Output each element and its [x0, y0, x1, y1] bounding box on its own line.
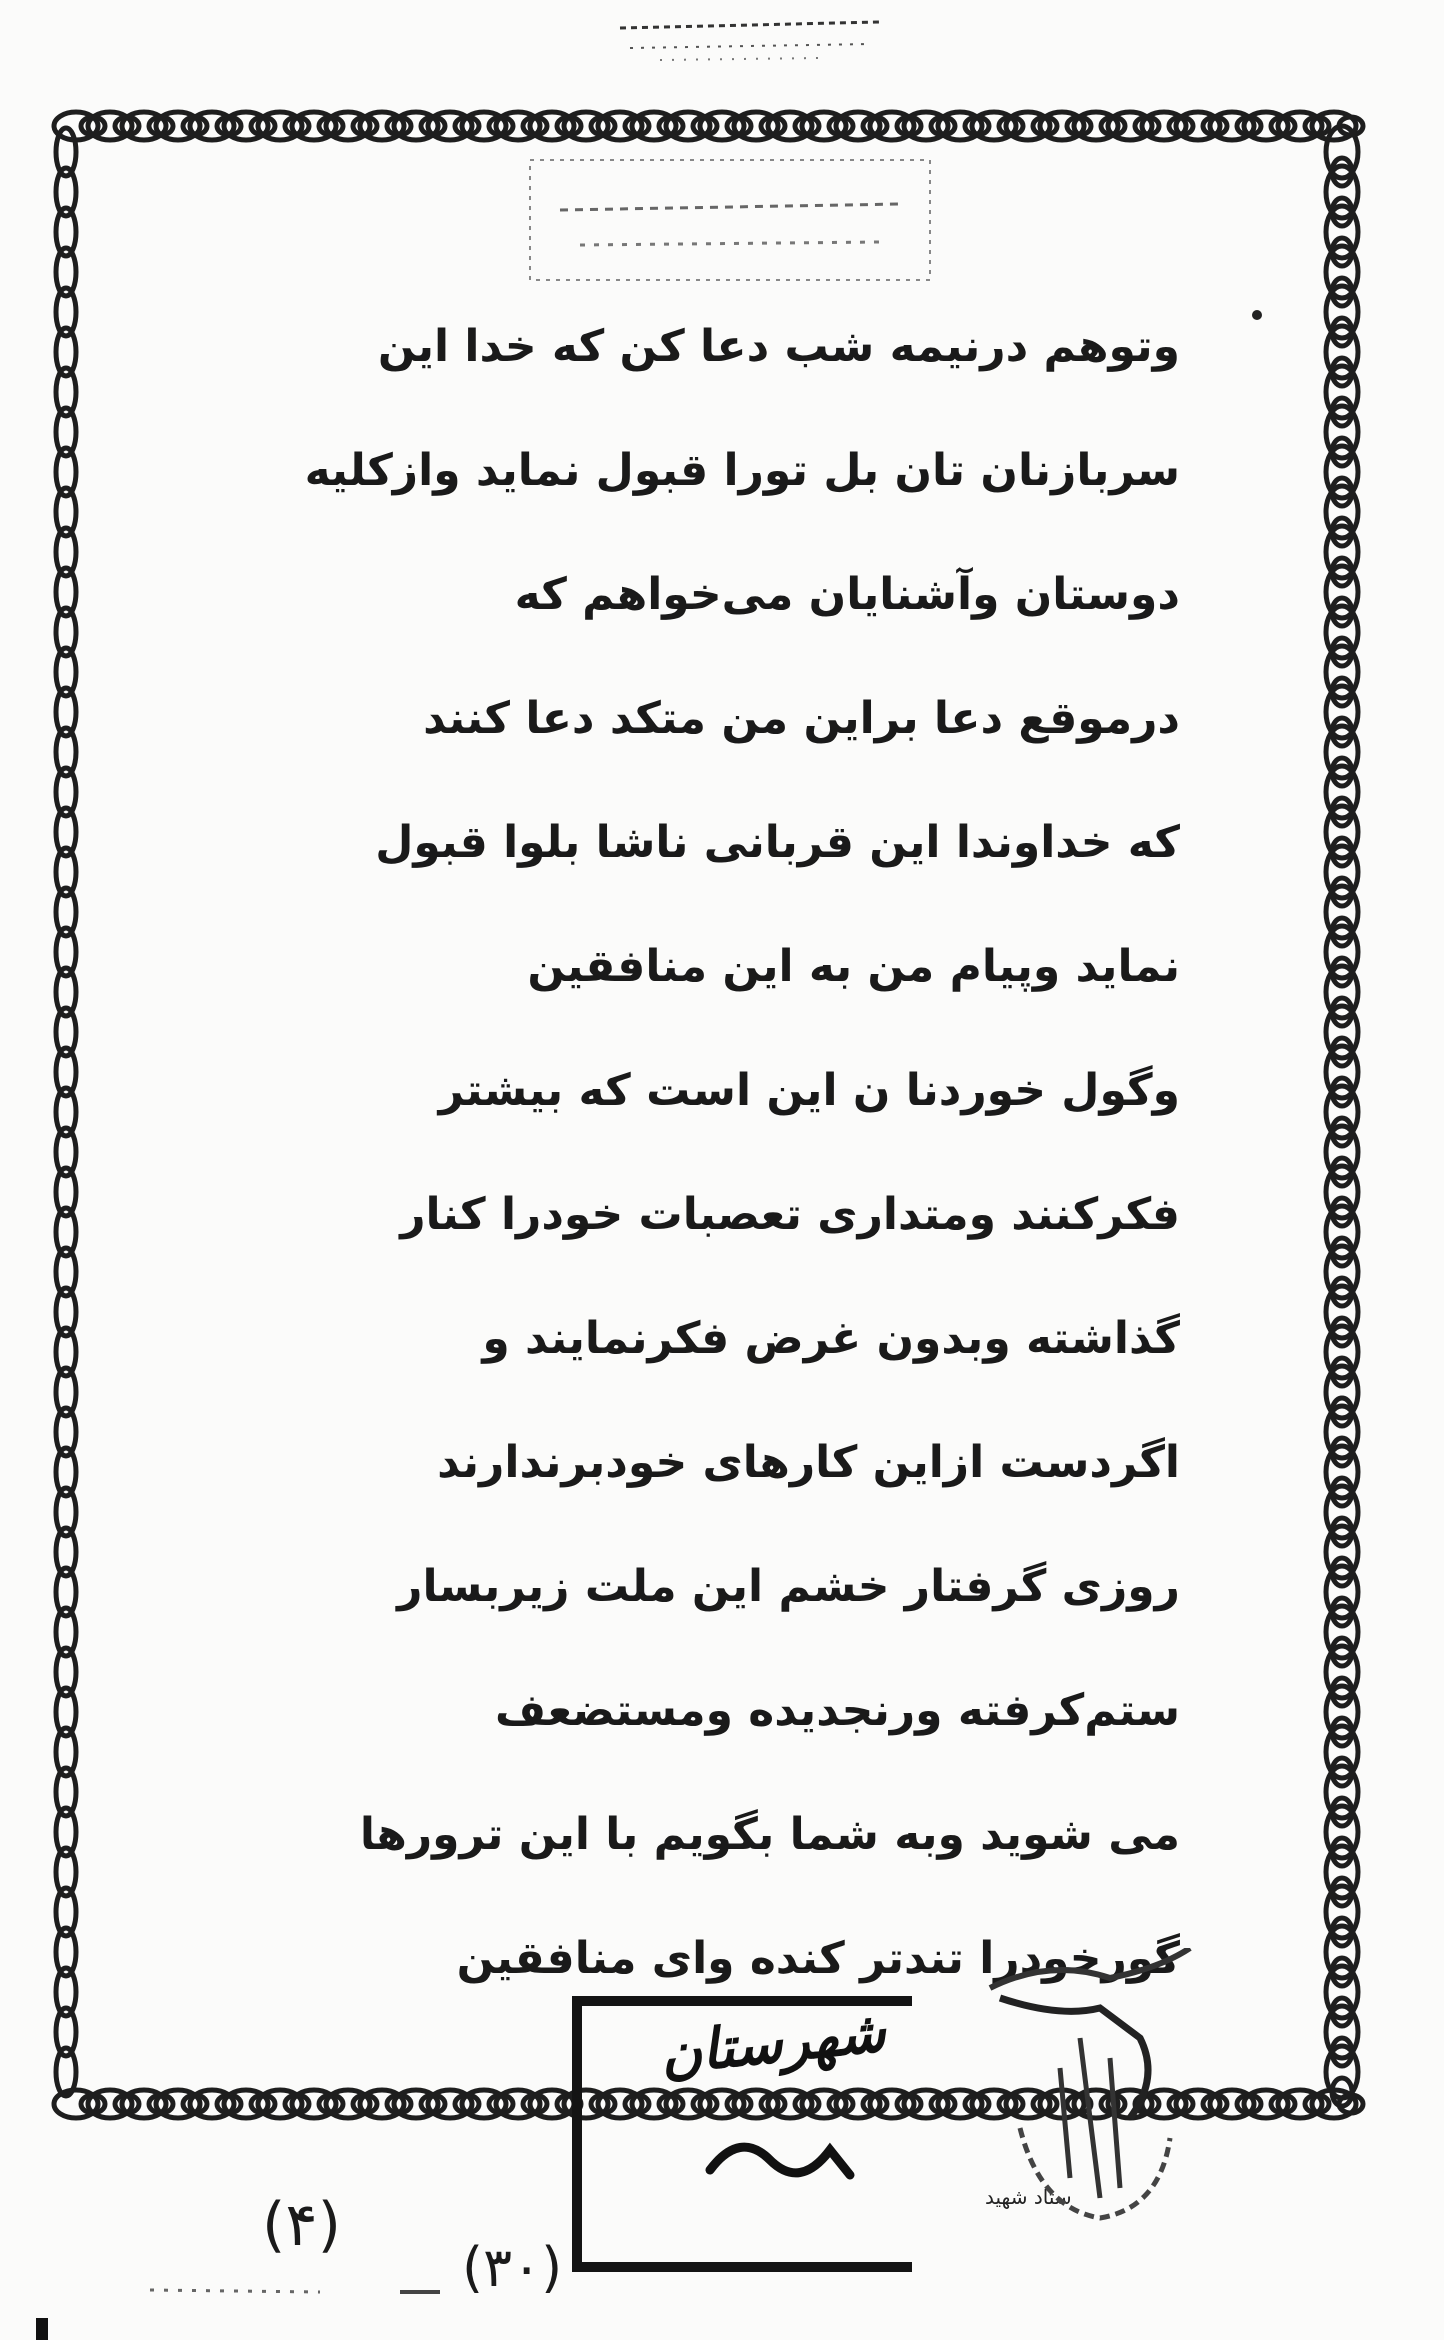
letter-line: که خداوندا این قربانی ناشا بلوا قبول	[375, 817, 1180, 868]
letter-line: فکرکنند ومتداری تعصبات خودرا کنار	[400, 1189, 1180, 1240]
letter-line: می شوید وبه شما بگویم با این ترورها	[359, 1809, 1180, 1860]
top-header-scribble	[600, 8, 900, 68]
letter-line: سربازنان تان بل تورا قبول نماید وازکلیه	[304, 445, 1180, 496]
faint-header-stamp	[520, 150, 940, 290]
stamp-signature-mark	[700, 2120, 860, 2190]
letter-line: اگردست ازاین کارهای خودبرندارند	[437, 1437, 1180, 1488]
letter-line: روزی گرفتار خشم این ملت زیربسار	[397, 1561, 1180, 1612]
letter-line: وتوهم درنیمه شب دعا کن که خدا این	[377, 321, 1180, 372]
letter-line: وگول خوردنا ن این است که بیشتر	[438, 1065, 1180, 1116]
bottom-scan-noise	[0, 2280, 1444, 2340]
page-number-left: (۴)	[262, 2190, 342, 2260]
handwritten-letter-body	[180, 285, 1180, 2021]
stamp-city-title: شهرستان	[657, 1998, 889, 2088]
page-number-center: (۳۰)	[462, 2236, 563, 2299]
letter-line: ستم‌کرفته ورنجدیده ومستضعف	[495, 1685, 1180, 1736]
letter-line: گورخودرا تندتر کنده وای منافقین	[456, 1933, 1180, 1984]
line-bullet-mark	[1252, 310, 1262, 320]
letter-line: درموقع دعا براین من متکد دعا کنند	[423, 693, 1180, 744]
letter-line: نماید وپیام من به این منافقین	[527, 941, 1180, 992]
letter-line: دوستان وآشنایان می‌خواهم که	[514, 569, 1180, 620]
letter-line: گذاشته وبدون غرض فکرنمایند و	[482, 1313, 1180, 1364]
stamp-small-text: ستاد شهید	[985, 2185, 1072, 2209]
emblem-logo-icon	[960, 1948, 1210, 2238]
